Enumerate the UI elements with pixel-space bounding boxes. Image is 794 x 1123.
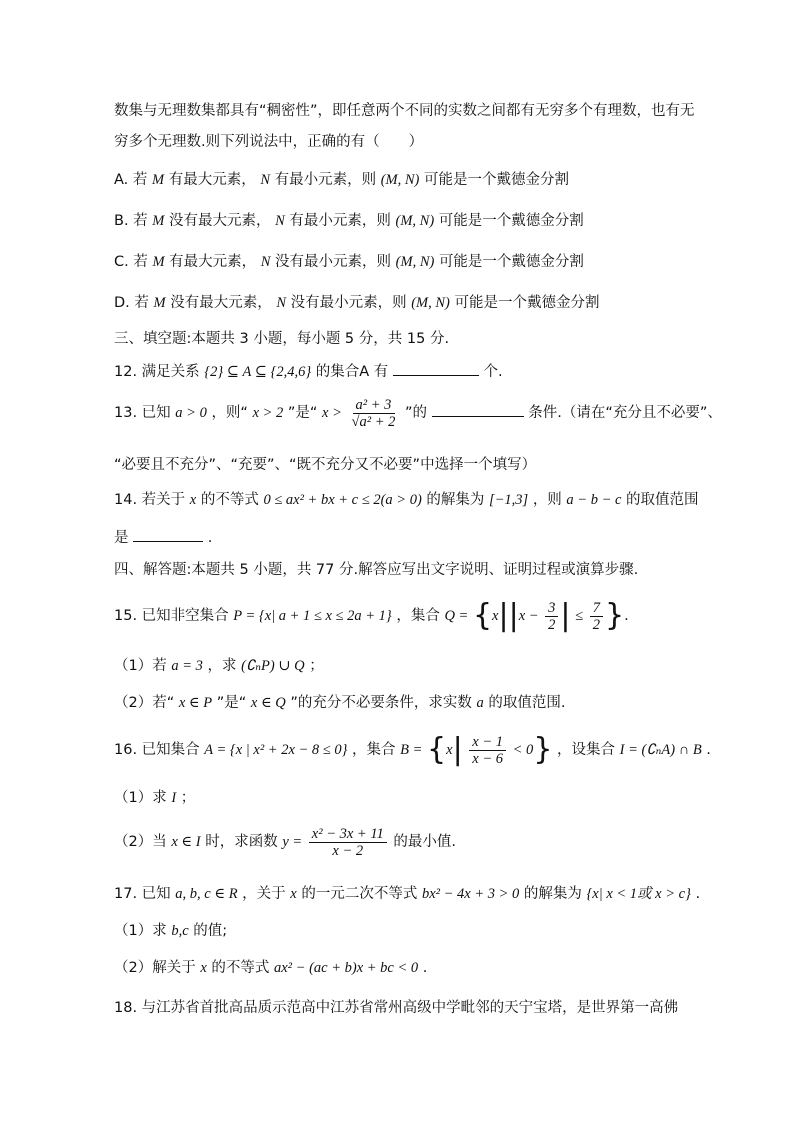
q15-number: 15. 已知非空集合 (114, 608, 229, 624)
q16-number: 16. 已知集合 (114, 742, 200, 758)
q12-end: 个. (483, 364, 503, 380)
var-y: y = (282, 834, 303, 850)
q17-number: 17. 已知 (114, 886, 171, 902)
q16-p2-cond: x ∈ I (171, 834, 201, 850)
q17-text: ，关于 (242, 886, 286, 902)
q15-set-p: P = {x| a + 1 ≤ x ≤ 2a + 1} (233, 608, 392, 624)
intro-line-2: 穷多个无理数.则下列说法中，正确的有（ ） (114, 134, 424, 150)
answer-blank[interactable] (393, 361, 479, 376)
part-label: （2）解关于 (114, 960, 196, 976)
question-17 (114, 884, 700, 904)
section-4-heading: 四、解答题:本题共 5 小题，共 77 分.解答应写出文字说明、证明过程或演算步骤. (114, 562, 639, 578)
q13-fraction (349, 397, 399, 430)
option-text: 没有最大元素， (170, 295, 272, 311)
var-x: x (189, 492, 197, 508)
q14-inequality: 0 ≤ ax² + bx + c ≤ 2(a > 0) (263, 492, 422, 508)
q13-line-2: “必要且不充分”、“充要”、“既不充分又不必要”中选择一个填写） (114, 457, 537, 473)
part-end: ； (309, 658, 324, 674)
q14-text: 的取值范围 (626, 492, 699, 508)
part-label: （1）若 (114, 658, 167, 674)
q17-p2-inequality: ax² − (ac + b)x + bc < 0 (274, 960, 419, 976)
q13-text: ”是“ (287, 405, 318, 421)
q15-le: ≤ (575, 608, 584, 624)
answer-blank[interactable] (432, 402, 524, 417)
var-m: M (152, 254, 165, 270)
part-label: （2）若“ (114, 695, 175, 711)
var-x: x (200, 960, 207, 976)
abs-bar: | (508, 598, 519, 633)
q13-text: 条件.（请在“充分且不必要”、 (528, 405, 722, 421)
option-c-label: C. 若 (114, 254, 148, 270)
q17-text: 的一元二次不等式 (301, 886, 418, 902)
numerator: x² − 3x + 11 (309, 826, 387, 843)
q13-radicand: a² + 2 (359, 413, 396, 430)
q13-denominator: √a² + 2 (351, 413, 396, 430)
q17-solution-set: {x| x < 1或 x > c} (586, 886, 691, 902)
q16-end: . (706, 742, 711, 758)
q14-expr: a − b − c (566, 492, 622, 508)
pair-mn: (M, N) (380, 172, 420, 188)
q13-numerator: a² + 3 (353, 397, 395, 414)
q15-p1-cond: a = 3 (171, 658, 203, 674)
var-i: I (171, 790, 177, 806)
option-text: 可能是一个戴德金分割 (438, 213, 584, 229)
var-a: a (476, 695, 484, 711)
option-text: 有最小元素，则 (289, 213, 391, 229)
var-m: M (153, 295, 166, 311)
q14-line-2 (114, 527, 212, 548)
q16-text: ，集合 (352, 742, 396, 758)
option-b (114, 211, 584, 231)
section-3-heading: 三、填空题:本题共 3 小题，每小题 5 分，共 15 分. (114, 331, 450, 347)
q13-cond2: x > 2 (252, 405, 284, 421)
q14-set: [−1,3] (489, 492, 529, 508)
denominator: 2 (548, 616, 556, 633)
right-brace: } (604, 598, 625, 633)
q12-expr: {2} ⊆ A ⊆ {2,4,6} (204, 364, 312, 380)
q16-fraction (469, 734, 506, 767)
intro-line-1: 数集与无理数集都具有“稠密性”，即任意两个不同的实数之间都有无穷多个有理数，也有无 (114, 103, 695, 119)
q13-number: 13. 已知 (114, 405, 171, 421)
option-text: 可能是一个戴德金分割 (454, 295, 600, 311)
abs-bar: | (560, 598, 571, 633)
q17-inequality: bx² − 4x + 3 > 0 (421, 886, 520, 902)
var-x: x (446, 742, 453, 758)
bar: | (452, 732, 463, 767)
part-label: （2）当 (114, 834, 167, 850)
question-12 (114, 361, 503, 382)
part-label: （1）求 (114, 923, 167, 939)
q15-part-1 (114, 656, 324, 676)
q17-part-2 (114, 958, 427, 978)
option-text: 有最小元素，则 (274, 172, 377, 188)
var-n: N (260, 172, 270, 188)
q14-text: 的不等式 (200, 492, 259, 508)
question-15 (114, 596, 629, 636)
q12-text: 的集合A 有 (315, 364, 389, 380)
option-text: 有最大元素， (169, 254, 257, 270)
q14-text: 是 (114, 530, 129, 546)
denominator: x − 6 (472, 750, 504, 767)
left-brace: { (427, 732, 447, 767)
left-brace: { (472, 598, 493, 633)
q15-fraction-2 (590, 600, 603, 633)
part-label: （1）求 (114, 790, 167, 806)
option-b-label: B. 若 (114, 213, 148, 229)
option-text: 没有最大元素， (168, 213, 271, 229)
option-text: 没有最小元素，则 (275, 254, 392, 270)
q16-set-i: I = (∁ₙA) ∩ B (619, 742, 702, 758)
var-m: M (152, 213, 165, 229)
part-text: 的不等式 (211, 960, 270, 976)
var-n: N (260, 254, 271, 270)
question-18: 18. 与江苏省首批高品质示范高中江苏省常州高级中学毗邻的天宁宝塔，是世界第一高佛 (114, 1000, 679, 1016)
q16-set-a: A = {x | x² + 2x − 8 ≤ 0} (204, 742, 348, 758)
option-text: 有最大元素， (168, 172, 256, 188)
q14-text: ，则 (532, 492, 562, 508)
option-text: 可能是一个戴德金分割 (438, 254, 584, 270)
q14-end: . (207, 530, 213, 546)
pair-mn: (M, N) (411, 295, 450, 311)
pair-mn: (M, N) (395, 213, 435, 229)
option-d-label: D. 若 (114, 295, 149, 311)
numerator: 3 (545, 600, 558, 617)
option-d (114, 293, 599, 313)
denominator: 2 (592, 616, 600, 633)
q17-end: . (695, 886, 701, 902)
q15-p2-b: x ∈ Q (250, 695, 286, 711)
q13-text: ，则“ (211, 405, 248, 421)
denominator: x − 2 (332, 842, 364, 859)
part-end: ； (180, 790, 196, 806)
part-text: 的取值范围. (488, 695, 566, 711)
part-text: ，求 (207, 658, 237, 674)
q14-text: 的解集为 (426, 492, 485, 508)
q13-text: ”的 (404, 405, 427, 421)
part-text: ”是“ (216, 695, 247, 711)
q16-set-b: B = (400, 742, 423, 758)
option-a-label: A. 若 (114, 172, 148, 188)
part-text: 时，求函数 (205, 834, 278, 850)
option-text: 没有最小元素，则 (290, 295, 407, 311)
q17-part-1 (114, 921, 227, 941)
q15-part-2 (114, 693, 565, 713)
option-a (114, 170, 569, 190)
q17-vars: a, b, c ∈ R (175, 886, 238, 902)
right-brace: } (533, 732, 553, 767)
option-c (114, 252, 584, 272)
var-m: M (152, 172, 165, 188)
q15-fraction-1 (545, 600, 558, 633)
q16-fraction-2 (309, 826, 387, 859)
q15-set-q: Q = (444, 608, 469, 624)
q15-p1-expr: (∁ₙP) ∪ Q (241, 658, 305, 674)
var-n: N (275, 213, 285, 229)
option-text: 可能是一个戴德金分割 (423, 172, 569, 188)
var-n: N (276, 295, 286, 311)
q15-text: ，集合 (396, 608, 440, 624)
q16-set-b-post: < 0 (512, 742, 534, 758)
q17-text: 的解集为 (523, 886, 582, 902)
q16-part-1 (114, 788, 195, 808)
part-end: 的值; (193, 923, 228, 939)
q15-abs-expr: x − (518, 608, 539, 624)
part-end: . (422, 960, 428, 976)
var-x: x (492, 608, 499, 624)
q12-number: 12. 满足关系 (114, 364, 200, 380)
q13-cond: a > 0 (175, 405, 207, 421)
question-13 (114, 396, 722, 430)
pair-mn: (M, N) (395, 254, 435, 270)
question-16 (114, 730, 711, 770)
answer-blank[interactable] (133, 527, 203, 542)
part-text: ”的充分不必要条件，求实数 (290, 695, 472, 711)
q16-text: ，设集合 (557, 742, 616, 758)
bar: | (498, 598, 509, 633)
q13-lhs: x > (322, 405, 342, 421)
q17-p1-vars: b,c (171, 923, 189, 939)
var-x: x (290, 886, 297, 902)
numerator: 7 (590, 600, 603, 617)
part-text: 的最小值. (393, 834, 456, 850)
q15-p2-a: x ∈ P (178, 695, 213, 711)
q14-number: 14. 若关于 (114, 492, 186, 508)
question-14 (114, 490, 699, 510)
q15-end: . (624, 608, 629, 624)
q16-part-2 (114, 822, 456, 862)
numerator: x − 1 (469, 734, 506, 751)
